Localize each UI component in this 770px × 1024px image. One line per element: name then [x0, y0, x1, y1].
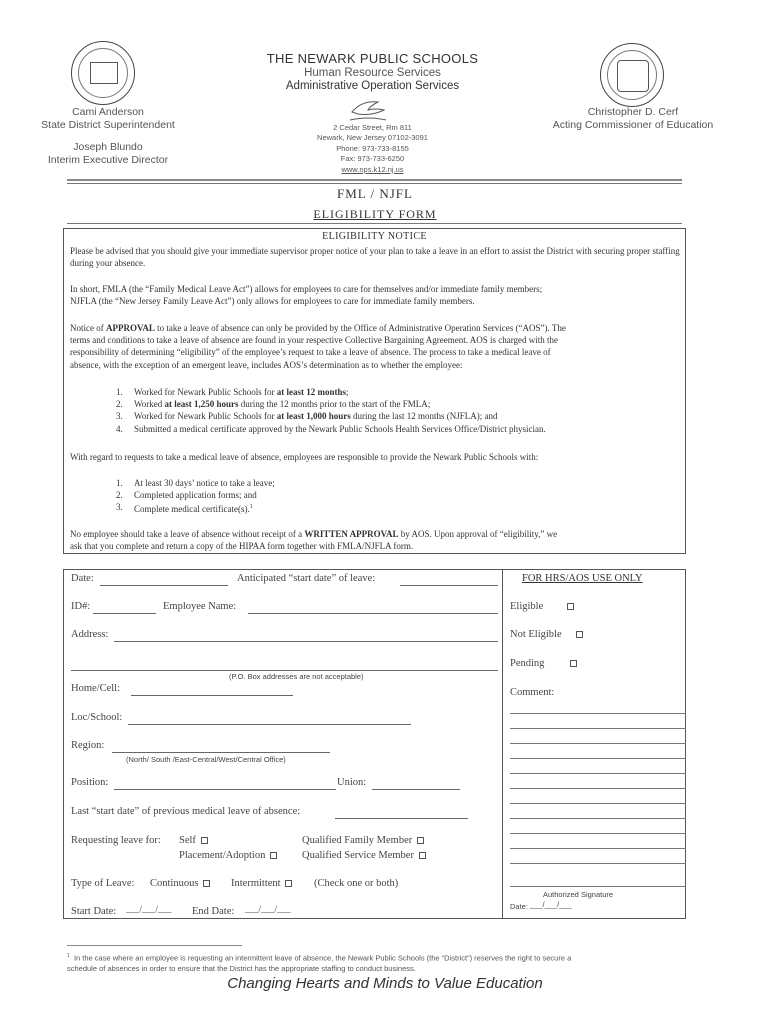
hipaa-line: ask that you complete and return a copy of the HIPAA form together with FMLA/NJFLA form.	[70, 541, 414, 552]
city-address: Newark, New Jersey 07102-3091	[317, 133, 428, 143]
comment-line[interactable]	[510, 728, 686, 729]
requirement-item: 2. Completed application forms; and	[116, 490, 257, 501]
continuous-option[interactable]: Continuous	[150, 878, 212, 889]
criteria-item: 4. Submitted a medical certificate approved by the Newark Public Schools Health Services Office/District physician.	[116, 423, 546, 434]
comment-line[interactable]	[510, 818, 686, 819]
start-date-label: Start Date:	[71, 906, 117, 917]
footnote	[67, 951, 687, 974]
end-date-field[interactable]: ___/___/___	[245, 904, 291, 914]
fmla-text: In short, FMLA (the “Family Medical Leave Act”) allows for employees to care for themselves and/or immediate family members;	[70, 284, 543, 294]
notice-paragraph-1: Please be advised that you should give your immediate supervisor proper notice of your plan to take a leave in an effort to assist the District with securing proper staffing during your absence.	[70, 246, 680, 269]
comment-line[interactable]	[510, 863, 686, 864]
njfla-text: NJFLA (the “New Jersey Family Leave Act”) only allows for employees to care for immediate family members.	[70, 296, 475, 307]
header-rule-thin	[67, 183, 682, 184]
seal-book-icon	[90, 62, 118, 84]
end-date-label: End Date:	[192, 906, 235, 917]
comment-line[interactable]	[510, 833, 686, 834]
commissioner-title: Acting Commissioner of Education	[552, 119, 714, 131]
notice-paragraph-2	[70, 283, 682, 307]
title-rule	[67, 223, 682, 224]
position-field[interactable]	[114, 789, 336, 790]
position-label: Position:	[71, 777, 109, 788]
criteria-item: 1. Worked for Newark Public Schools for at least 12 months;	[116, 387, 349, 397]
eligible-checkbox[interactable]	[567, 603, 574, 610]
home-cell-label: Home/Cell:	[71, 683, 120, 694]
intermittent-option[interactable]: Intermittent	[231, 878, 294, 889]
comment-line[interactable]	[510, 713, 686, 714]
requirements-list	[70, 477, 682, 516]
fax-number: Fax: 973-733-6250	[340, 154, 405, 164]
admin-date-field[interactable]: ___/___/___	[530, 900, 572, 909]
eligibility-criteria-list	[70, 386, 682, 435]
union-label: Union:	[337, 777, 367, 788]
employee-name-label: Employee Name:	[163, 601, 237, 612]
authorized-signature-label: Authorized Signature	[543, 890, 614, 899]
state-seal-right	[600, 43, 664, 107]
date-label: Date:	[71, 573, 94, 584]
qualified-service-option[interactable]: Qualified Service Member	[302, 850, 428, 861]
type-of-leave-label: Type of Leave:	[71, 878, 135, 889]
adoption-checkbox[interactable]	[270, 852, 277, 859]
previous-leave-field[interactable]	[335, 818, 468, 819]
pending-checkbox[interactable]	[570, 660, 577, 667]
requesting-leave-label: Requesting leave for:	[71, 835, 161, 846]
title-line-2: ELIGIBILITY FORM	[313, 207, 437, 221]
seal-shield-icon	[617, 60, 649, 92]
pending-option[interactable]: Pending	[510, 658, 579, 669]
comment-line[interactable]	[510, 788, 686, 789]
phone-number: Phone: 973-733-8155	[336, 143, 409, 153]
slogan: Changing Hearts and Minds to Value Education	[227, 975, 543, 992]
approval-line-2: terms and conditions to take a leave of absence are found in your respective Collective Bargaining Agreement. AOS is charged with the	[70, 335, 559, 346]
approval-line-4: absence, with the exception of an emergent leave, includes AOS’s determination as to whether the employee:	[70, 359, 463, 370]
continuous-checkbox[interactable]	[203, 880, 210, 887]
service-checkbox[interactable]	[419, 852, 426, 859]
not-eligible-checkbox[interactable]	[576, 631, 583, 638]
requirement-item: 1. At least 30 days’ notice to take a leave;	[116, 478, 275, 488]
requirement-item: 3. Complete medical certificate(s).$^1$	[116, 502, 253, 515]
written-approval-line: No employee should take a leave of absence without receipt of a WRITTEN APPROVAL by AOS. Upon approval of “eligibility,” we	[70, 529, 558, 539]
employee-form	[63, 569, 686, 919]
id-label: ID#:	[71, 601, 91, 612]
superintendent-name: Cami Anderson	[72, 106, 144, 118]
approval-line-3: responsibility of determining “eligibility” of the employee’s request to take a leave of absence. The process to take a medical leave of	[70, 347, 551, 358]
director-title: Interim Executive Director	[47, 154, 169, 166]
contact-info	[290, 123, 455, 175]
director-name: Joseph Blundo	[73, 141, 143, 153]
employee-name-field[interactable]	[248, 613, 498, 614]
location-label: Loc/School:	[71, 712, 123, 723]
left-officials	[28, 106, 188, 167]
street-address: 2 Cedar Street, Rm 811	[333, 123, 412, 132]
admin-heading: FOR HRS/AOS USE ONLY	[522, 573, 643, 584]
region-label: Region:	[71, 740, 105, 751]
previous-leave-label: Last “start date” of previous medical leave of absence:	[71, 806, 301, 817]
footnote-line-2: schedule of absences in order to ensure that the District has the appropriate staffing to conduct business.	[67, 963, 416, 973]
department-1: Human Resource Services	[304, 67, 441, 79]
footnote-rule	[67, 945, 242, 946]
address-field-1[interactable]	[114, 641, 498, 642]
comment-line[interactable]	[510, 758, 686, 759]
commissioner-name: Christopher D. Cerf	[587, 106, 679, 118]
intermittent-checkbox[interactable]	[285, 880, 292, 887]
title-line-1: FML / NJFL	[337, 186, 413, 201]
family-checkbox[interactable]	[417, 837, 424, 844]
home-cell-field[interactable]	[131, 695, 293, 696]
union-field[interactable]	[372, 789, 460, 790]
right-official	[548, 106, 718, 132]
form-title	[250, 186, 500, 222]
eligible-option[interactable]: Eligible	[510, 601, 576, 612]
address-label: Address:	[71, 629, 109, 640]
location-field[interactable]	[128, 724, 411, 725]
comment-label: Comment:	[510, 687, 555, 698]
criteria-item: 2. Worked at least 1,250 hours during the 12 months prior to the start of the FMLA;	[116, 399, 431, 410]
anticipated-start-field[interactable]	[400, 585, 498, 586]
anticipated-start-label: Anticipated “start date” of leave:	[237, 573, 376, 584]
region-note: (North/ South /East-Central/West/Central Office)	[126, 755, 286, 764]
check-note: (Check one or both)	[314, 878, 399, 889]
region-field[interactable]	[112, 752, 330, 753]
start-date-field[interactable]: ___/___/___	[126, 904, 172, 914]
approval-line-1: Notice of APPROVAL to take a leave of absence can only be provided by the Office of Administrative Operation Services (“AOS”). The	[70, 323, 566, 333]
header-rule	[67, 179, 682, 181]
footnote-line-1: $^1$ In the case where an employee is requesting an intermittent leave of absence, the Newark Public Schools (the “District”) reserves the right to secure a	[67, 953, 572, 963]
school-header	[250, 51, 495, 92]
not-eligible-option[interactable]: Not Eligible	[510, 629, 585, 640]
school-name: THE NEWARK PUBLIC SCHOOLS	[266, 51, 479, 66]
placement-adoption-option[interactable]: Placement/Adoption	[179, 850, 279, 861]
qualified-family-option[interactable]: Qualified Family Member	[302, 835, 426, 846]
eligibility-notice	[63, 228, 686, 554]
comment-line[interactable]	[510, 848, 686, 849]
district-seal-left	[71, 41, 135, 105]
comment-line[interactable]	[510, 773, 686, 774]
comment-line[interactable]	[510, 743, 686, 744]
notice-paragraph-5	[70, 528, 682, 552]
date-field[interactable]	[100, 585, 228, 586]
signature-line[interactable]	[510, 886, 686, 887]
notice-paragraph-3	[70, 322, 682, 371]
notice-heading: ELIGIBILITY NOTICE	[322, 231, 427, 242]
form-divider	[502, 570, 503, 918]
self-checkbox[interactable]	[201, 837, 208, 844]
po-box-note: (P.O. Box addresses are not acceptable)	[229, 672, 364, 681]
bird-logo-icon	[348, 98, 388, 124]
notice-paragraph-4: With regard to requests to take a medical leave of absence, employees are responsible to provide the Newark Public Schools with:	[70, 452, 539, 462]
admin-date-label: Date:	[510, 902, 528, 911]
criteria-item: 3. Worked for Newark Public Schools for at least 1,000 hours during the last 12 months (NJFLA); and	[116, 411, 498, 422]
self-option[interactable]: Self	[179, 835, 210, 846]
department-2: Administrative Operation Services	[285, 80, 460, 92]
website-link[interactable]: www.nps.k12.nj.us	[341, 164, 404, 174]
superintendent-title: State District Superintendent	[41, 119, 175, 131]
id-field[interactable]	[93, 613, 156, 614]
comment-line[interactable]	[510, 803, 686, 804]
address-field-2[interactable]	[71, 670, 498, 671]
